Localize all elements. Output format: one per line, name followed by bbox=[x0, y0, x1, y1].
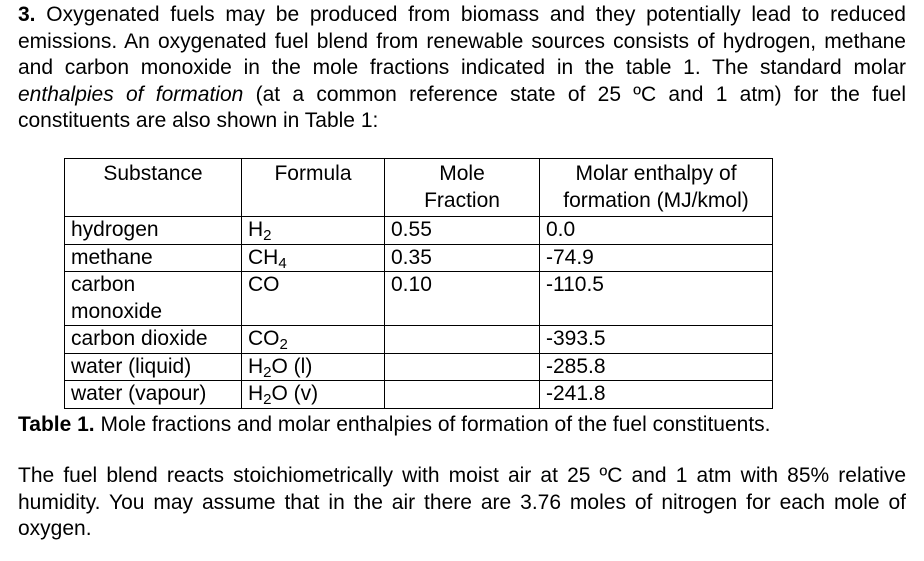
header-mole-fraction: Mole Fraction bbox=[385, 159, 540, 217]
closing-paragraph: The fuel blend reacts stoichiometrically with moist air at 25 ºC and 1 atm with 85% relative humidity. You may assume that in the air there are 3.76 moles of nitrogen for each mole of oxygen. bbox=[18, 464, 906, 540]
cell-enthalpy: -74.9 bbox=[540, 244, 773, 272]
table-row bbox=[65, 244, 773, 272]
question-text bbox=[18, 2, 906, 135]
table-row bbox=[65, 381, 773, 409]
table-caption bbox=[18, 412, 771, 439]
header-enthalpy: Molar enthalpy of formation (MJ/kmol) bbox=[540, 159, 773, 217]
table-row bbox=[65, 272, 773, 326]
fuel-table bbox=[64, 158, 773, 409]
caption-text: Mole fractions and molar enthalpies of formation of the fuel constituents. bbox=[94, 413, 771, 436]
question-number: 3. bbox=[18, 3, 36, 26]
intro-emphasis: enthalpies of formation bbox=[18, 82, 244, 106]
cell-formula: $H_2$ bbox=[242, 217, 385, 245]
cell-substance: methane bbox=[65, 244, 242, 272]
cell-enthalpy: -110.5 bbox=[540, 272, 773, 326]
question-intro bbox=[18, 2, 906, 135]
cell-formula: $CH_4$ bbox=[242, 244, 385, 272]
cell-substance: hydrogen bbox=[65, 217, 242, 245]
cell-substance: carbon dioxide bbox=[65, 326, 242, 354]
intro-part1: Oxygenated fuels may be produced from biomass and they potentially lead to reduced emissions. An oxygenated fuel blend from renewable sources consists of hydrogen, methane and carbon monoxide in the mole fractions indicated in the table 1. The standard molar bbox=[18, 3, 906, 79]
intro-part2: (at a common reference state of 25 ºC and 1 atm) for the fuel constituents are also shown in Table 1: bbox=[18, 82, 906, 132]
header-substance: Substance bbox=[65, 159, 242, 217]
cell-enthalpy: -285.8 bbox=[540, 353, 773, 381]
cell-formula: $CO_2$ bbox=[242, 326, 385, 354]
cell-fraction bbox=[385, 353, 540, 381]
cell-enthalpy: 0.0 bbox=[540, 217, 773, 245]
cell-fraction: 0.35 bbox=[385, 244, 540, 272]
cell-formula: CO bbox=[242, 272, 385, 326]
cell-substance: water (vapour) bbox=[65, 381, 242, 409]
cell-fraction bbox=[385, 326, 540, 354]
caption-label: Table 1. bbox=[18, 413, 95, 436]
cell-fraction: 0.10 bbox=[385, 272, 540, 326]
cell-formula: $H_2O$ (v) bbox=[242, 381, 385, 409]
table-row bbox=[65, 353, 773, 381]
cell-fraction: 0.55 bbox=[385, 217, 540, 245]
cell-substance: water (liquid) bbox=[65, 353, 242, 381]
cell-formula: $H_2O$ (l) bbox=[242, 353, 385, 381]
cell-fraction bbox=[385, 381, 540, 409]
table-row bbox=[65, 326, 773, 354]
cell-enthalpy: -241.8 bbox=[540, 381, 773, 409]
table-header-row bbox=[65, 159, 773, 217]
header-formula: Formula bbox=[242, 159, 385, 217]
cell-enthalpy: -393.5 bbox=[540, 326, 773, 354]
table-row bbox=[65, 217, 773, 245]
cell-substance: carbon monoxide bbox=[65, 272, 242, 326]
